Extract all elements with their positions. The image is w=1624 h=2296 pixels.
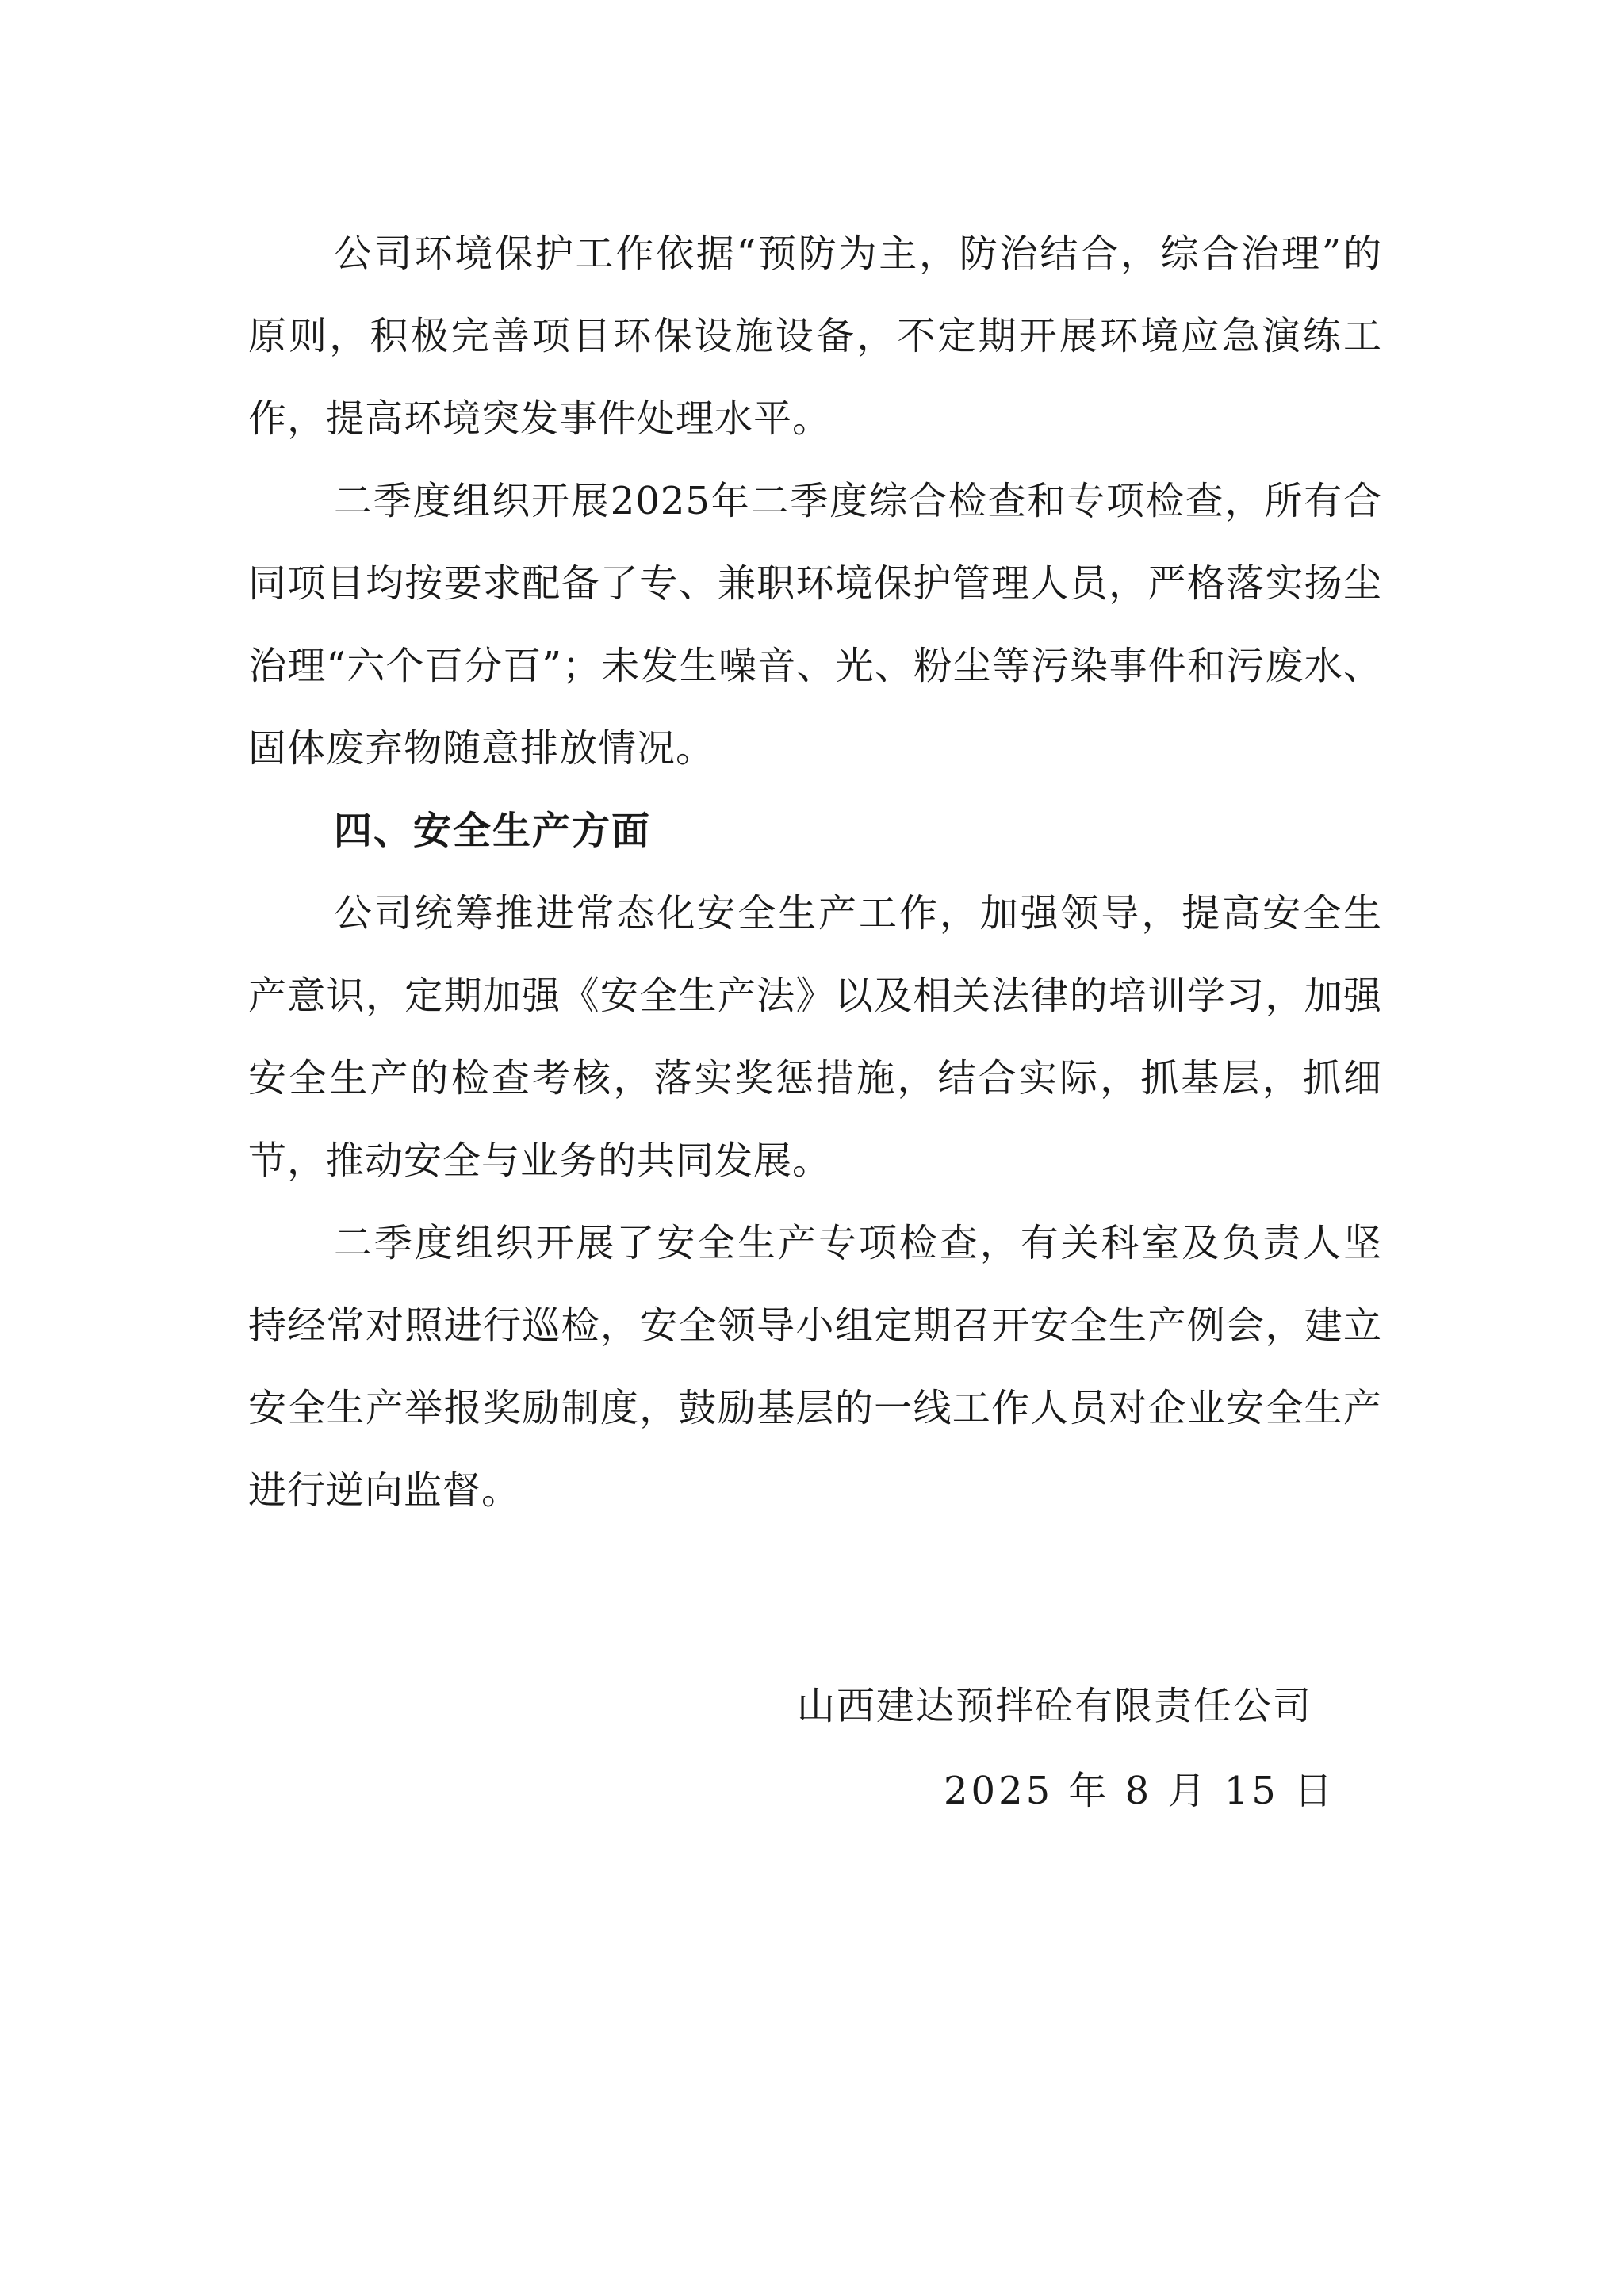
paragraph-environment-policy: 公司环境保护工作依据“预防为主，防治结合，综合治理”的原则，积极完善项目环保设施设备，不定期开展环境应急演练工作，提高环境突发事件处理水平。 <box>248 232 1382 441</box>
paragraph-safety-policy: 公司统筹推进常态化安全生产工作，加强领导，提高安全生产意识，定期加强《安全生产法》以及相关法律的培训学习，加强安全生产的检查考核，落实奖惩措施，结合实际，抓基层，抓细节，推动安全与业务的共同发展。 <box>248 891 1382 1183</box>
company-signature: 山西建达预拌砼有限责任公司 <box>797 1684 1313 1728</box>
paragraph-safety-q2-inspection: 二季度组织开展了安全生产专项检查，有关科室及负责人坚持经常对照进行巡检，安全领导小组定期召开安全生产例会，建立安全生产举报奖励制度，鼓励基层的一线工作人员对企业安全生产进行逆向监督。 <box>248 1221 1382 1513</box>
section-heading-safety-production: 四、安全生产方面 <box>334 809 652 853</box>
paragraph-environment-q2-inspection: 二季度组织开展2025年二季度综合检查和专项检查，所有合同项目均按要求配备了专、兼职环境保护管理人员，严格落实扬尘治理“六个百分百”；未发生噪音、光、粉尘等污染事件和污废水、固体废弃物随意排放情况。 <box>248 479 1382 771</box>
document-date: 2025 年 8 月 15 日 <box>944 1769 1336 1813</box>
document-body <box>248 212 1382 1532</box>
